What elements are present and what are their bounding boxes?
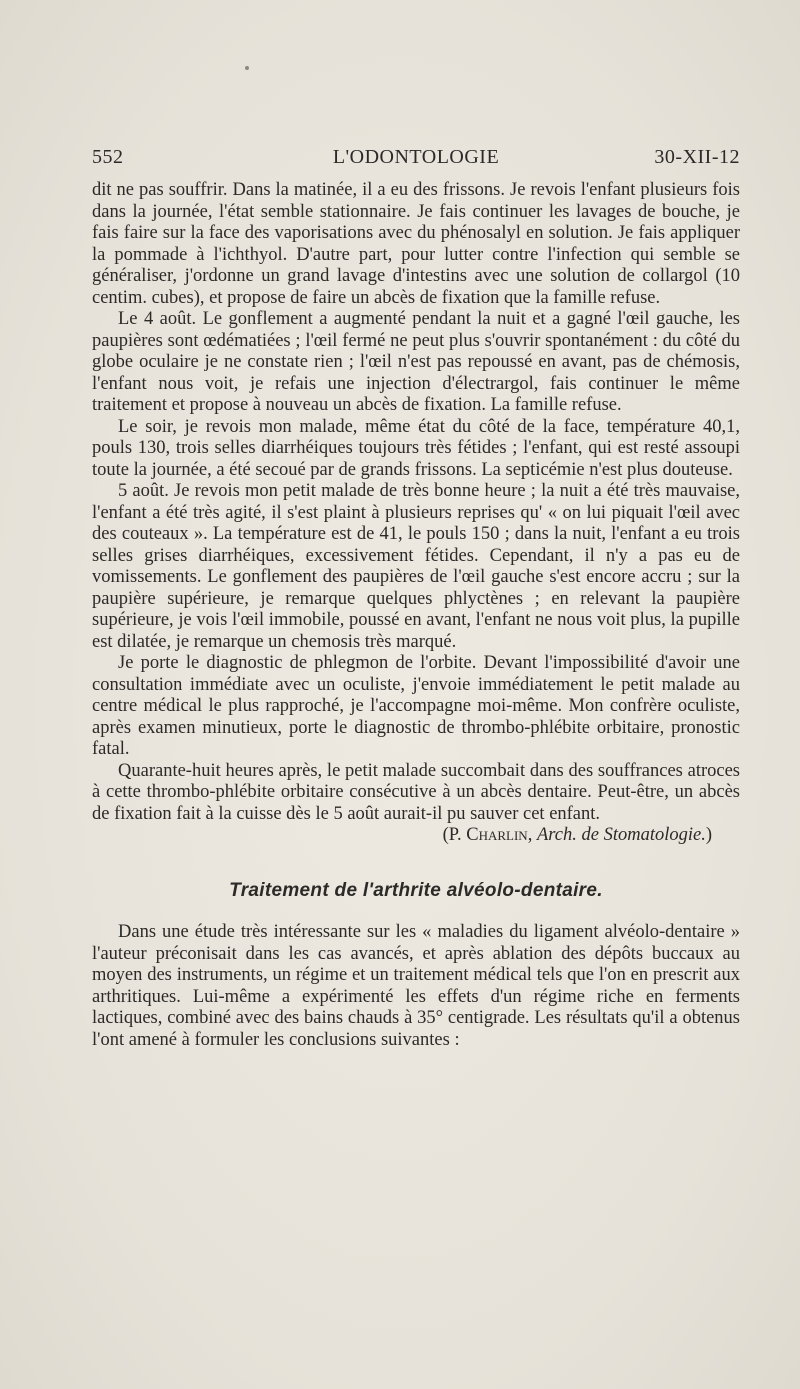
section-title: Traitement de l'arthrite alvéolo-dentaire. (229, 879, 603, 901)
running-header (92, 146, 740, 176)
paragraph: Le soir, je revois mon malade, même état du côté de la face, température 40,1, pouls 130, trois selles diarrhéiques toujours très fétides ; l'enfant, qui est resté assoupi toute la journée, a été secoué par de grands frissons. La septicémie n'est plus douteuse. (92, 416, 740, 480)
citation-open: (P. (442, 825, 467, 845)
page-number: 552 (92, 146, 124, 168)
source-citation (92, 825, 740, 847)
paper-speck (245, 66, 249, 70)
paragraph: 5 août. Je revois mon petit malade de très bonne heure ; la nuit a été très mauvaise, l'enfant a été très agité, il s'est plaint à plusieurs reprises qu' « on lui piquait l'œil avec des couteaux ». La température est de 41, le pouls 150 ; dans la nuit, l'enfant a eu trois selles grises diarrhéiques, excessivement fétides. Cependant, il n'y a pas eu de vomissements. Le gonflement des paupières de l'œil gauche s'est encore accru ; sur la paupière supérieure, je remarque quelques phlyctènes ; en relevant la paupière supérieure, je vois l'œil immobile, poussé en avant, l'enfant ne nous voit plus, la pupille est dilatée, je remarque un chemosis très marqué. (92, 481, 740, 652)
citation-close: ) (705, 825, 712, 845)
paragraph: dit ne pas souffrir. Dans la matinée, il a eu des frissons. Je revois l'enfant plusieurs fois dans la journée, l'état semble stationnaire. Je fais continuer les lavages de bouche, je fais faire sur la face des vaporisations avec du phénosalyl en solution. Je fais appliquer la pommade à l'ichthyol. D'autre part, pour lutter contre l'infection qui semble se généraliser, j'ordonne un grand lavage d'intestins avec une solution de collargol (10 centim. cubes), et propose de faire un abcès de fixation que la famille refuse. (92, 180, 740, 308)
article-body (92, 180, 740, 1051)
paragraph: Le 4 août. Le gonflement a augmenté pendant la nuit et a gagné l'œil gauche, les paupières sont œdématiées ; l'œil fermé ne peut plus s'ouvrir spontanément : du côté du globe oculaire je ne constate rien ; l'œil n'est pas repoussé en avant, pas de chémosis, l'enfant nous voit, je refais une injection d'électrargol, fais continuer le même traitement et propose à nouveau un abcès de fixation. La famille refuse. (92, 309, 740, 415)
issue-date: 30-XII-12 (654, 146, 740, 168)
paragraph: Quarante-huit heures après, le petit malade succombait dans des souffrances atroces à cette thrombo-phlébite orbitaire consécutive à un abcès dentaire. Peut-être, un abcès de fixation fait à la cuisse dès le 5 août aurait-il pu sauver cet enfant. (92, 760, 740, 824)
citation-separator: , (527, 825, 537, 845)
citation-author: Charlin (466, 825, 528, 845)
section-paragraph: Dans une étude très intéressante sur les « maladies du ligament alvéolo-dentaire » l'auteur préconisait dans les cas avancés, et après ablation des dépôts buccaux au moyen des instruments, un régime et un traitement médical tels que l'on en prescrit aux arthritiques. Lui-même a expérimenté les effets d'un régime riche en ferments lactiques, combiné avec des bains chauds à 35° centigrade. Les résultats qu'il a obtenus l'ont amené à formuler les conclusions suivantes : (92, 922, 740, 1050)
paragraph: Je porte le diagnostic de phlegmon de l'orbite. Devant l'impossibilité d'avoir une consultation immédiate avec un oculiste, j'envoie immédiatement le petit malade au centre médical le plus rapproché, je l'accompagne moi-même. Mon confrère oculiste, après examen minutieux, porte le diagnostic de thrombo-phlébite orbitaire, pronostic fatal. (92, 653, 740, 759)
citation-source: Arch. de Stomatologie. (536, 825, 706, 845)
journal-title: L'ODONTOLOGIE (332, 146, 500, 168)
